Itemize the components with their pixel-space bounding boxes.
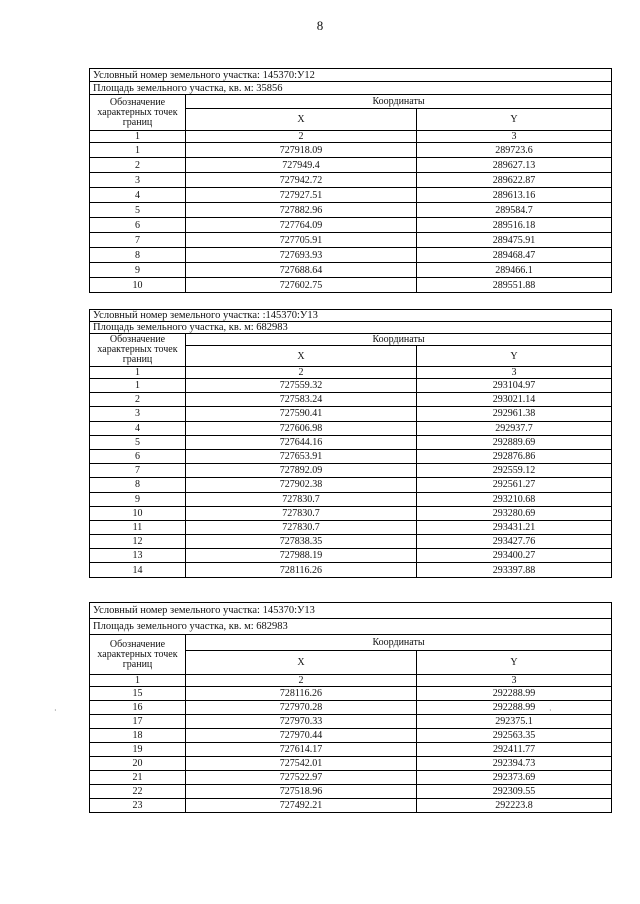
y-coordinate-cell: 292288.99 — [417, 687, 612, 701]
y-coordinate-cell: 292876.86 — [417, 449, 612, 463]
table-row — [90, 218, 612, 233]
x-coordinate-cell: 727559.32 — [186, 379, 417, 393]
point-number-cell: 14 — [90, 563, 186, 577]
point-number-cell: 23 — [90, 799, 186, 813]
y-coordinate-cell: 289627.13 — [417, 158, 612, 173]
table-row — [90, 729, 612, 743]
point-number-cell: 21 — [90, 771, 186, 785]
x-coordinate-cell: 727882.96 — [186, 203, 417, 218]
table-row — [90, 535, 612, 549]
point-number-cell: 17 — [90, 715, 186, 729]
y-coordinate-cell: 289466.1 — [417, 263, 612, 278]
point-number-cell: 18 — [90, 729, 186, 743]
x-coordinate-cell: 727918.09 — [186, 143, 417, 158]
x-coordinate-cell: 727838.35 — [186, 535, 417, 549]
point-number-cell: 3 — [90, 407, 186, 421]
y-coordinate-cell: 292309.55 — [417, 785, 612, 799]
point-number-cell: 4 — [90, 421, 186, 435]
point-number-cell: 10 — [90, 278, 186, 293]
point-number-cell: 1 — [90, 379, 186, 393]
x-coordinate-cell: 727693.93 — [186, 248, 417, 263]
plot-number-label: Условный номер земельного участка: :145370:У13 — [90, 310, 612, 322]
scan-speck: · — [549, 706, 552, 715]
x-coordinate-cell: 727688.64 — [186, 263, 417, 278]
table-row — [90, 173, 612, 188]
x-coordinate-cell: 727653.91 — [186, 449, 417, 463]
y-coordinate-cell: 289516.18 — [417, 218, 612, 233]
y-coordinate-cell: 292937.7 — [417, 421, 612, 435]
table-row — [90, 203, 612, 218]
point-number-cell: 16 — [90, 701, 186, 715]
x-header: X — [186, 109, 417, 131]
point-number-cell: 11 — [90, 520, 186, 534]
table-row — [90, 407, 612, 421]
table-row — [90, 743, 612, 757]
coordinates-header: Координаты — [186, 635, 612, 651]
x-coordinate-cell: 727518.96 — [186, 785, 417, 799]
y-coordinate-cell: 289584.7 — [417, 203, 612, 218]
y-coordinate-cell: 289475.91 — [417, 233, 612, 248]
table-row — [90, 464, 612, 478]
table-row — [90, 785, 612, 799]
column-index-cell: 2 — [186, 131, 417, 143]
y-coordinate-cell: 289622.87 — [417, 173, 612, 188]
designation-header: Обозначение характерных точек границ — [90, 334, 186, 367]
point-number-cell: 10 — [90, 506, 186, 520]
column-index-cell: 3 — [417, 367, 612, 379]
table-row — [90, 143, 612, 158]
y-coordinate-cell: 292373.69 — [417, 771, 612, 785]
y-coordinate-cell: 293210.68 — [417, 492, 612, 506]
x-coordinate-cell: 727927.51 — [186, 188, 417, 203]
point-number-cell: 2 — [90, 158, 186, 173]
page-number: 8 — [316, 18, 324, 33]
y-coordinate-cell: 292889.69 — [417, 435, 612, 449]
table-row — [90, 478, 612, 492]
column-index-cell: 3 — [417, 131, 612, 143]
table-row — [90, 379, 612, 393]
table-row — [90, 757, 612, 771]
point-number-cell: 22 — [90, 785, 186, 799]
y-coordinate-cell: 289613.16 — [417, 188, 612, 203]
x-header: X — [186, 651, 417, 675]
table-row — [90, 687, 612, 701]
y-coordinate-cell: 293280.69 — [417, 506, 612, 520]
y-coordinate-cell: 293427.76 — [417, 535, 612, 549]
x-coordinate-cell: 727970.33 — [186, 715, 417, 729]
y-coordinate-cell: 292411.77 — [417, 743, 612, 757]
x-coordinate-cell: 727970.44 — [186, 729, 417, 743]
table-row — [90, 263, 612, 278]
point-number-cell: 9 — [90, 263, 186, 278]
x-coordinate-cell: 727522.97 — [186, 771, 417, 785]
y-header: Y — [417, 651, 612, 675]
y-coordinate-cell: 289723.6 — [417, 143, 612, 158]
x-coordinate-cell: 727644.16 — [186, 435, 417, 449]
coordinates-table-1 — [89, 68, 612, 293]
x-coordinate-cell: 727542.01 — [186, 757, 417, 771]
x-coordinate-cell: 727970.28 — [186, 701, 417, 715]
point-number-cell: 5 — [90, 435, 186, 449]
point-number-cell: 4 — [90, 188, 186, 203]
x-coordinate-cell: 727614.17 — [186, 743, 417, 757]
x-coordinate-cell: 728116.26 — [186, 563, 417, 577]
y-header: Y — [417, 109, 612, 131]
x-coordinate-cell: 727764.09 — [186, 218, 417, 233]
x-coordinate-cell: 727942.72 — [186, 173, 417, 188]
plot-number-label: Условный номер земельного участка: 145370:У13 — [90, 603, 612, 619]
table-row — [90, 799, 612, 813]
coordinates-table-3 — [89, 602, 612, 813]
table-row — [90, 435, 612, 449]
column-index-cell: 3 — [417, 675, 612, 687]
x-coordinate-cell: 727602.75 — [186, 278, 417, 293]
point-number-cell: 15 — [90, 687, 186, 701]
x-coordinate-cell: 728116.26 — [186, 687, 417, 701]
point-number-cell: 6 — [90, 449, 186, 463]
y-coordinate-cell: 292375.1 — [417, 715, 612, 729]
table-row — [90, 701, 612, 715]
x-coordinate-cell: 727606.98 — [186, 421, 417, 435]
point-number-cell: 20 — [90, 757, 186, 771]
coordinates-table-2 — [89, 309, 612, 578]
point-number-cell: 13 — [90, 549, 186, 563]
column-index-cell: 2 — [186, 675, 417, 687]
plot-area-label: Площадь земельного участка, кв. м: 682983 — [90, 619, 612, 635]
table-row — [90, 520, 612, 534]
y-coordinate-cell: 293400.27 — [417, 549, 612, 563]
x-coordinate-cell: 727830.7 — [186, 506, 417, 520]
table-row — [90, 278, 612, 293]
point-number-cell: 7 — [90, 464, 186, 478]
point-number-cell: 19 — [90, 743, 186, 757]
plot-area-label: Площадь земельного участка, кв. м: 682983 — [90, 322, 612, 334]
table-row — [90, 421, 612, 435]
y-coordinate-cell: 292394.73 — [417, 757, 612, 771]
column-index-cell: 1 — [90, 131, 186, 143]
x-header: X — [186, 346, 417, 367]
coordinates-header: Координаты — [186, 95, 612, 109]
table-row — [90, 233, 612, 248]
designation-header: Обозначение характерных точек границ — [90, 635, 186, 675]
point-number-cell: 7 — [90, 233, 186, 248]
point-number-cell: 5 — [90, 203, 186, 218]
table-row — [90, 549, 612, 563]
y-coordinate-cell: 293104.97 — [417, 379, 612, 393]
y-coordinate-cell: 292961.38 — [417, 407, 612, 421]
x-coordinate-cell: 727892.09 — [186, 464, 417, 478]
designation-header: Обозначение характерных точек границ — [90, 95, 186, 131]
column-index-cell: 2 — [186, 367, 417, 379]
column-index-cell: 1 — [90, 367, 186, 379]
coordinates-header: Координаты — [186, 334, 612, 346]
table-row — [90, 715, 612, 729]
table-row — [90, 188, 612, 203]
table-row — [90, 771, 612, 785]
point-number-cell: 3 — [90, 173, 186, 188]
table-row — [90, 563, 612, 577]
y-coordinate-cell: 293431.21 — [417, 520, 612, 534]
x-coordinate-cell: 727830.7 — [186, 492, 417, 506]
y-coordinate-cell: 292563.35 — [417, 729, 612, 743]
x-coordinate-cell: 727988.19 — [186, 549, 417, 563]
point-number-cell: 1 — [90, 143, 186, 158]
point-number-cell: 12 — [90, 535, 186, 549]
table-row — [90, 492, 612, 506]
x-coordinate-cell: 727590.41 — [186, 407, 417, 421]
table-row — [90, 449, 612, 463]
y-coordinate-cell: 289551.88 — [417, 278, 612, 293]
y-coordinate-cell: 293021.14 — [417, 393, 612, 407]
y-coordinate-cell: 292223.8 — [417, 799, 612, 813]
x-coordinate-cell: 727492.21 — [186, 799, 417, 813]
column-index-cell: 1 — [90, 675, 186, 687]
y-coordinate-cell: 293397.88 — [417, 563, 612, 577]
x-coordinate-cell: 727830.7 — [186, 520, 417, 534]
plot-number-label: Условный номер земельного участка: 145370:У12 — [90, 69, 612, 82]
y-coordinate-cell: 289468.47 — [417, 248, 612, 263]
x-coordinate-cell: 727583.24 — [186, 393, 417, 407]
scan-speck: · — [54, 706, 57, 715]
x-coordinate-cell: 727705.91 — [186, 233, 417, 248]
table-row — [90, 158, 612, 173]
table-row — [90, 248, 612, 263]
point-number-cell: 8 — [90, 248, 186, 263]
x-coordinate-cell: 727902.38 — [186, 478, 417, 492]
point-number-cell: 8 — [90, 478, 186, 492]
y-coordinate-cell: 292559.12 — [417, 464, 612, 478]
point-number-cell: 6 — [90, 218, 186, 233]
point-number-cell: 2 — [90, 393, 186, 407]
point-number-cell: 9 — [90, 492, 186, 506]
y-coordinate-cell: 292288.99 — [417, 701, 612, 715]
table-row — [90, 393, 612, 407]
table-row — [90, 506, 612, 520]
y-header: Y — [417, 346, 612, 367]
x-coordinate-cell: 727949.4 — [186, 158, 417, 173]
plot-area-label: Площадь земельного участка, кв. м: 35856 — [90, 82, 612, 95]
y-coordinate-cell: 292561.27 — [417, 478, 612, 492]
